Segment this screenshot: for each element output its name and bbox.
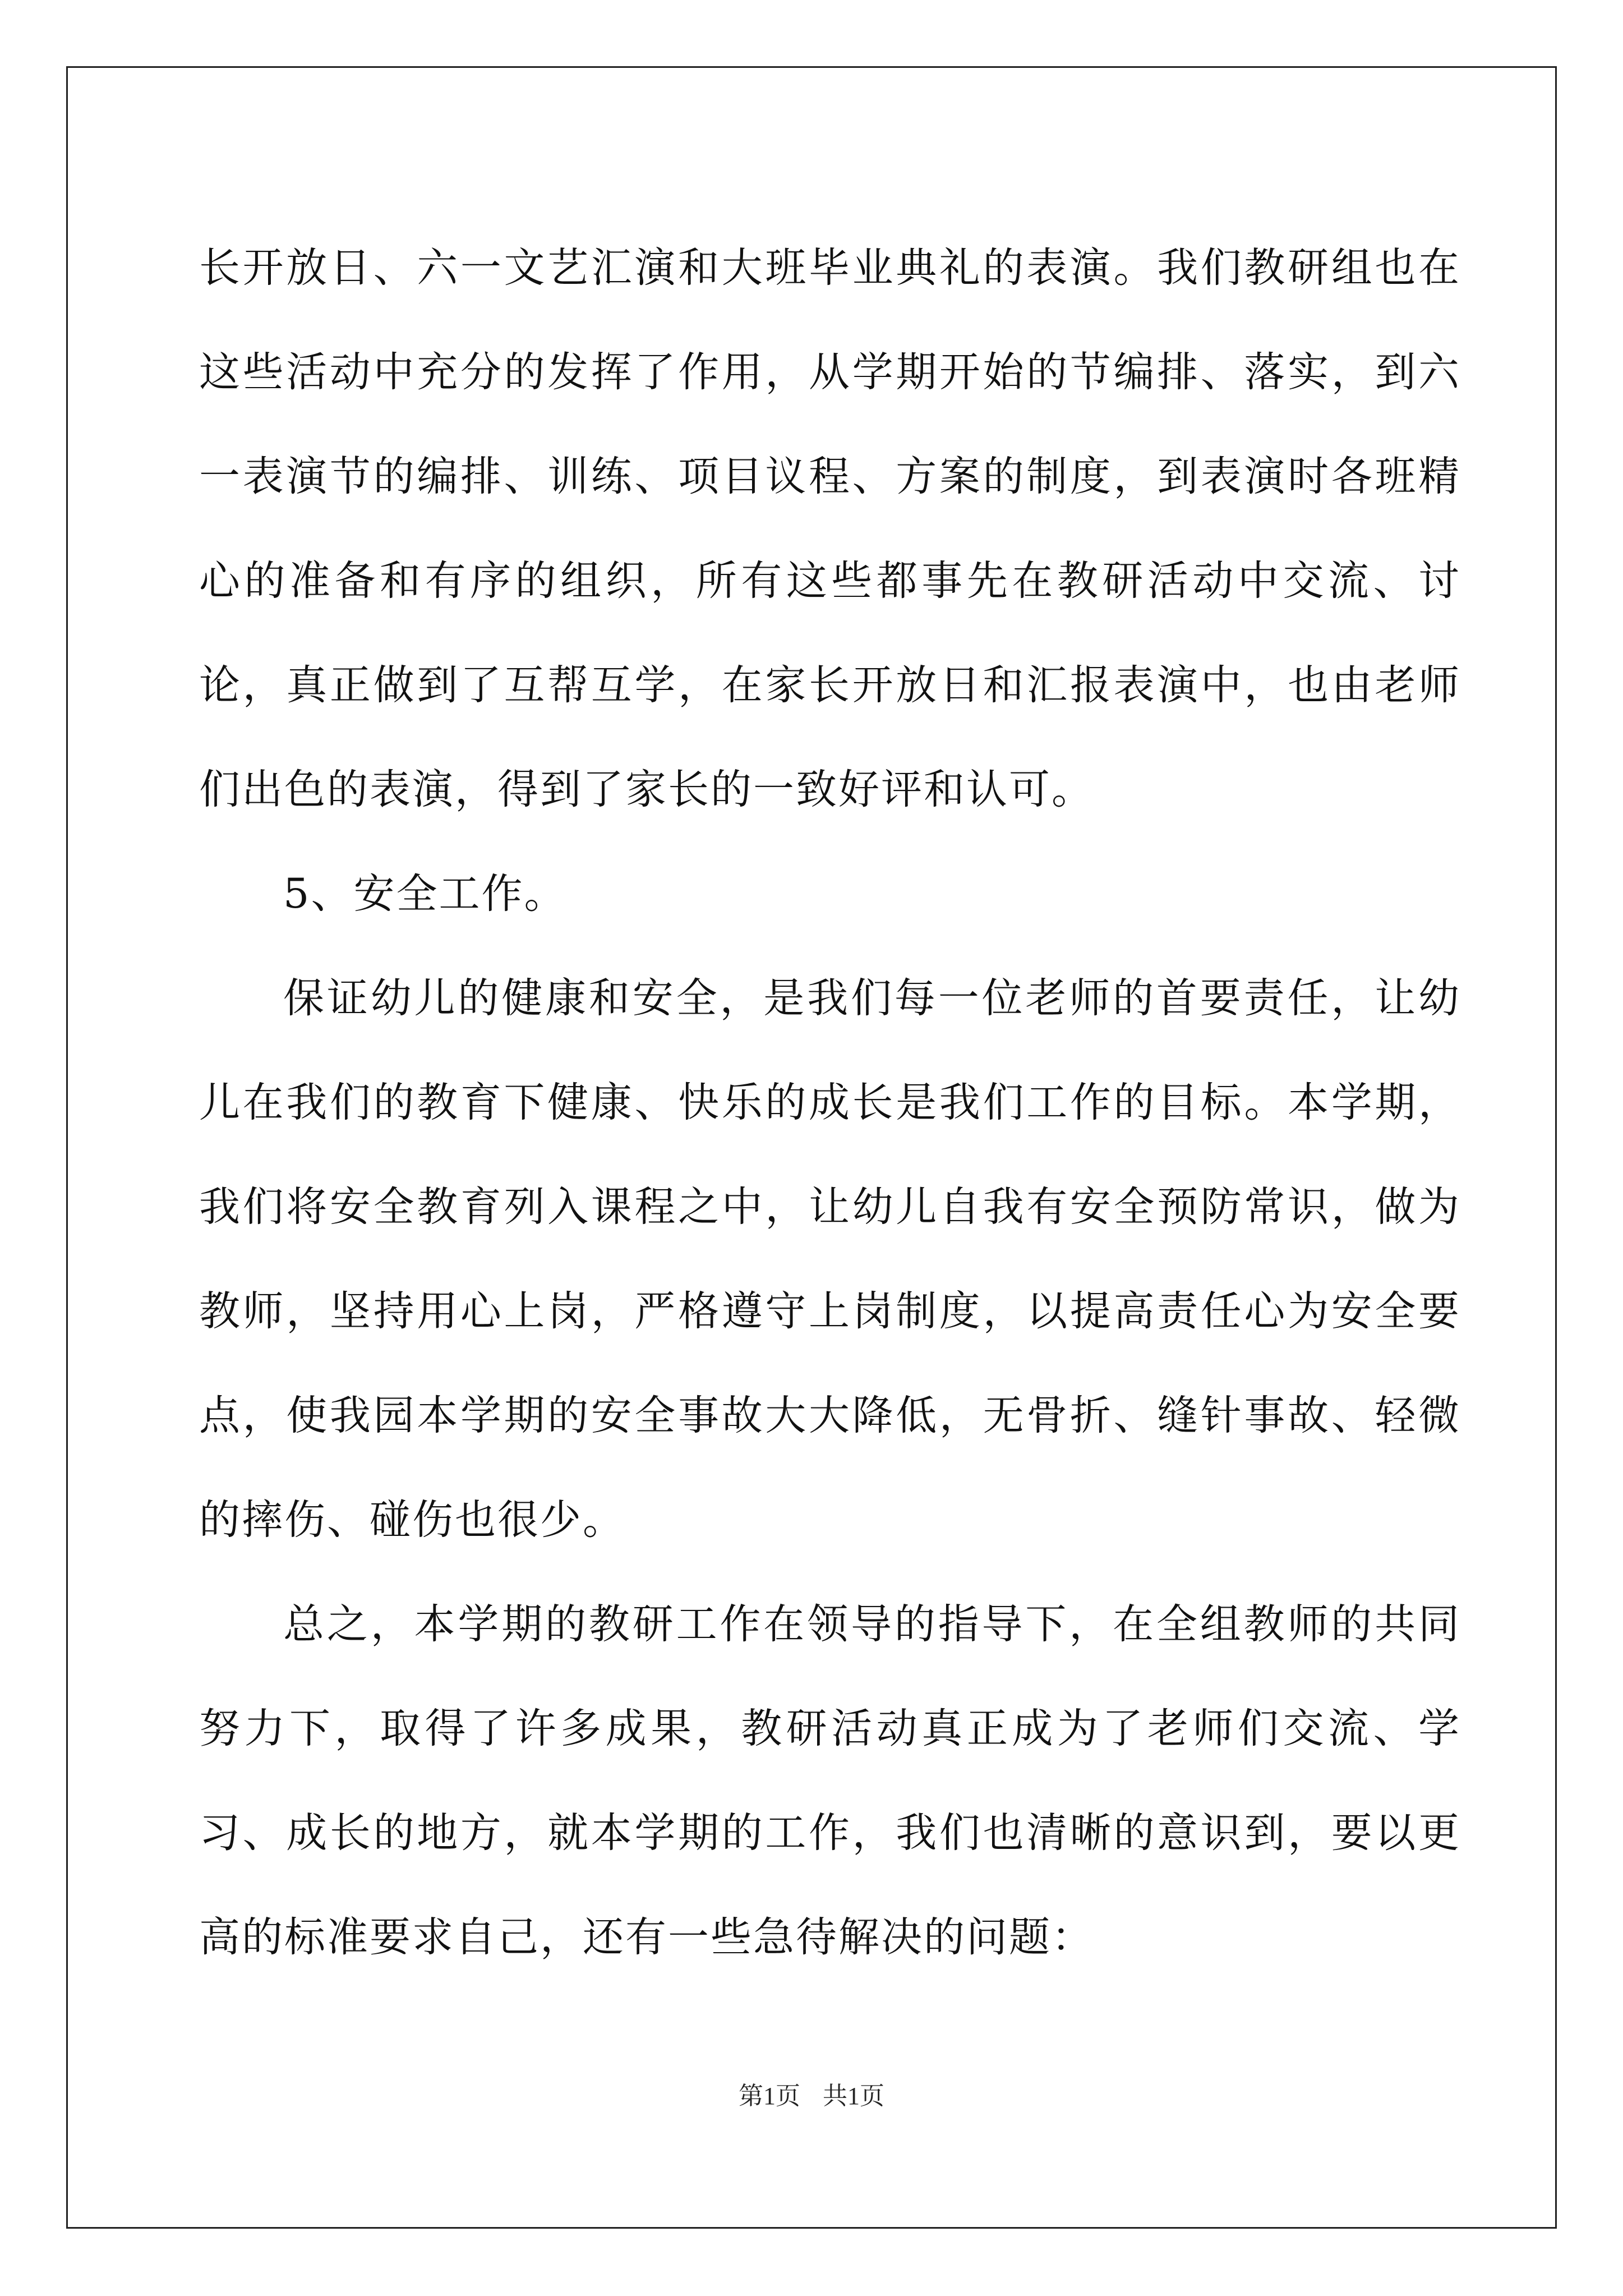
page-number: 第1页 — [739, 2082, 800, 2110]
page-footer — [0, 2076, 1623, 2111]
page-total: 共1页 — [823, 2082, 884, 2110]
paragraph-summary: 总之，本学期的教研工作在领导的指导下，在全组教师的共同努力下，取得了许多成果，教研活动真正成为了老师们交流、学习、成长的地方，就本学期的工作，我们也清晰的意识到，要以更高的标准要求自己，还有一些急待解决的问题： — [199, 1600, 1461, 1961]
paragraph-safety: 保证幼儿的健康和安全，是我们每一位老师的首要责任，让幼儿在我们的教育下健康、快乐的成长是我们工作的目标。本学期，我们将安全教育列入课程之中，让幼儿自我有安全预防常识，做为教师，坚持用心上岗，严格遵守上岗制度，以提高责任心为安全要点，使我园本学期的安全事故大大降低，无骨折、缝针事故、轻微的摔伤、碰伤也很少。 — [199, 974, 1461, 1544]
document-body — [199, 216, 1461, 1990]
paragraph-activities: 长开放日、六一文艺汇演和大班毕业典礼的表演。我们教研组也在这些活动中充分的发挥了作用，从学期开始的节编排、落实，到六一表演节的编排、训练、项目议程、方案的制度，到表演时各班精心的准备和有序的组织，所有这些都事先在教研活动中交流、讨论，真正做到了互帮互学，在家长开放日和汇报表演中，也由老师们出色的表演，得到了家长的一致好评和认可。 — [199, 244, 1461, 813]
section-heading-safety: 5、安全工作。 — [283, 870, 567, 918]
